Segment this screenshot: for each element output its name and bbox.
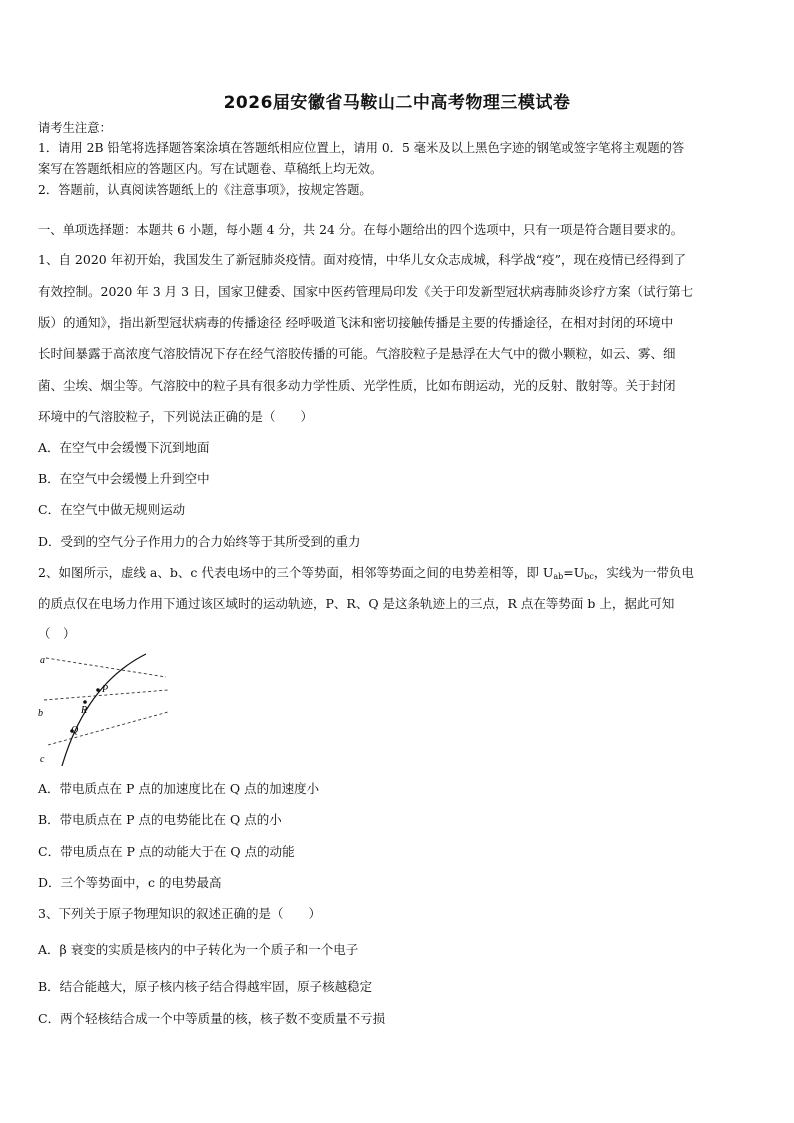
notice-item: 1．请用 2B 铅笔将选择题答案涂填在答题纸相应位置上，请用 0．5 毫米及以上黑色字迹的钢笔或签字笔将主观题的答 (38, 141, 685, 155)
section-heading: 一、单项选择题：本题共 6 小题，每小题 4 分，共 24 分。在每小题给出的四个选项中，只有一项是符合题目要求的。 (38, 223, 683, 237)
question-2-line: （ ） (38, 626, 76, 641)
question-1-option-a: A．在空气中会缓慢下沉到地面 (38, 440, 210, 455)
page-title: 2026届安徽省马鞍山二中高考物理三模试卷 (223, 93, 571, 113)
question-2-line (38, 565, 758, 585)
subscript: ab (553, 572, 564, 581)
question-1-line: 有效控制。2020 年 3 月 3 日，国家卫健委、国家中医药管理局印发《关于印发新型冠状病毒肺炎诊疗方案（试行第七 (38, 284, 694, 299)
question-3-option-a: A．β 衰变的实质是核内的中子转化为一个质子和一个电子 (38, 942, 359, 957)
notice-item: 案写在答题纸相应的答题区内。写在试题卷、草稿纸上均无效。 (38, 162, 383, 176)
question-2-text: 2、如图所示，虚线 a、b、c 代表电场中的三个等势面，相邻等势面之间的电势差相等，即 U (38, 565, 554, 580)
question-2-option-b: B．带电质点在 P 点的电势能比在 Q 点的小 (38, 812, 282, 827)
question-2-text: =U (563, 565, 585, 580)
point-r-marker (83, 700, 87, 704)
question-3-option-b: B．结合能越大，原子核内核子结合得越牢固，原子核越稳定 (38, 979, 373, 994)
question-2-option-c: C．带电质点在 P 点的动能大于在 Q 点的动能 (38, 844, 295, 859)
label-c: c (40, 754, 45, 765)
trajectory-curve (62, 654, 146, 766)
question-1-line: 菌、尘埃、烟尘等。气溶胶中的粒子具有很多动力学性质、光学性质，比如布朗运动，光的反射、散射等。关于封闭 (38, 378, 676, 393)
label-a: a (40, 655, 45, 666)
label-r: R (81, 705, 88, 716)
point-p-marker (96, 688, 100, 692)
question-3-stem: 3、下列关于原子物理知识的叙述正确的是（ ） (38, 906, 321, 921)
question-1-option-c: C．在空气中做无规则运动 (38, 502, 186, 517)
question-2-option-d: D．三个等势面中，c 的电势最高 (38, 875, 222, 890)
question-1-line: 1、自 2020 年初开始，我国发生了新冠肺炎疫情。面对疫情，中华儿女众志成城，科学战“疫”，现在疫情已经得到了 (38, 252, 686, 267)
question-1-option-d: D．受到的空气分子作用力的合力始终等于其所受到的重力 (38, 534, 361, 549)
question-1-line: 环境中的气溶胶粒子，下列说法正确的是（ ） (38, 409, 314, 424)
question-1-line: 长时间暴露于高浓度气溶胶情况下存在经气溶胶传播的可能。气溶胶粒子是悬浮在大气中的微小颗粒，如云、雾、细 (38, 346, 676, 361)
subscript: bc (584, 572, 594, 581)
question-1-line: 版）的通知》，指出新型冠状病毒的传播途径 经呼吸道飞沫和密切接触传播是主要的传播途径，在相对封闭的环境中 (38, 315, 674, 330)
question-2-line: 的质点仅在电场力作用下通过该区域时的运动轨迹，P、R、Q 是这条轨迹上的三点，R 点在等势面 b 上，据此可知 (38, 596, 675, 611)
equipotential-a-line (46, 658, 166, 677)
label-b: b (38, 708, 43, 719)
label-p: P (102, 684, 109, 695)
question-2-text: ，实线为一带负电 (593, 565, 694, 580)
equipotential-diagram (34, 650, 174, 768)
notice-header: 请考生注意： (38, 121, 112, 135)
question-3-option-c: C．两个轻核结合成一个中等质量的核，核子数不变质量不亏损 (38, 1011, 386, 1026)
notice-item: 2．答题前，认真阅读答题纸上的《注意事项》，按规定答题。 (38, 183, 372, 197)
label-q: Q (71, 725, 79, 736)
question-1-option-b: B．在空气中会缓慢上升到空中 (38, 471, 210, 486)
equipotential-c-line (48, 712, 168, 745)
question-2-option-a: A．带电质点在 P 点的加速度比在 Q 点的加速度小 (38, 781, 320, 796)
